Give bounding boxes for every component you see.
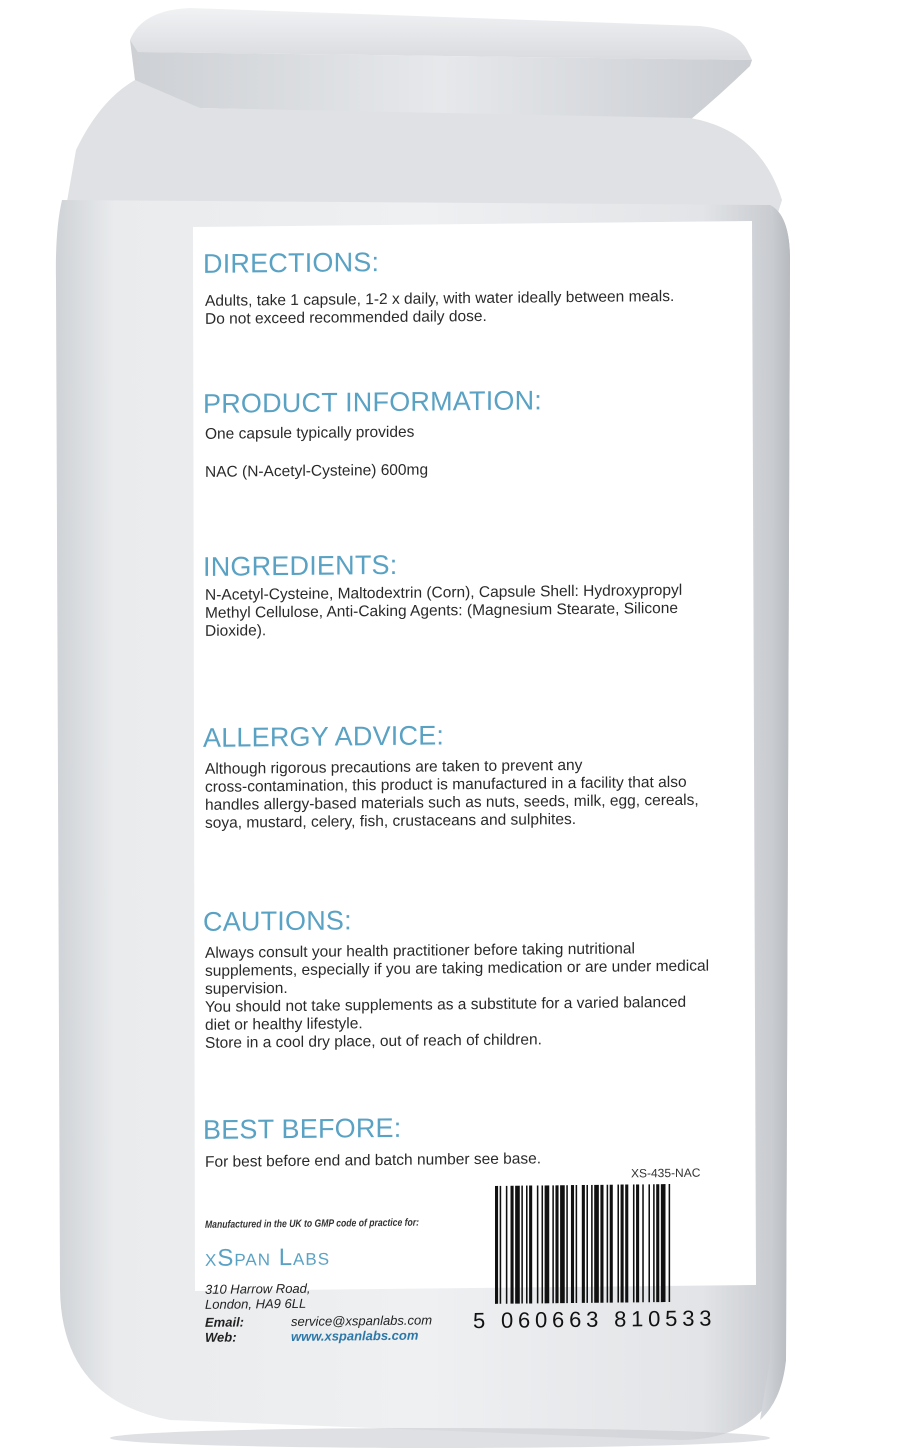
brand-logo: xSpan Labs <box>205 1243 331 1272</box>
product-information-line2: NAC (N-Acetyl-Cysteine) 600mg <box>205 461 429 481</box>
allergy-line: handles allergy-based materials such as nuts, seeds, milk, egg, cereals, <box>205 791 699 814</box>
best-before-text: For best before end and batch number see base. <box>205 1150 542 1171</box>
email-value: service@xspanlabs.com <box>291 1312 433 1329</box>
barcode-bar <box>633 1184 635 1302</box>
barcode-bar <box>511 1186 514 1304</box>
cautions-line: supervision. <box>205 980 288 998</box>
barcode-bar <box>537 1185 539 1303</box>
barcode-bar <box>545 1185 550 1303</box>
barcode-bar <box>506 1186 508 1304</box>
barcode-bar <box>617 1185 619 1303</box>
allergy-line: Although rigorous precautions are taken to prevent any <box>205 756 583 778</box>
cautions-line: You should not take supplements as a substitute for a varied balanced <box>205 993 687 1016</box>
email-label: Email: <box>205 1314 245 1330</box>
cautions-line: Store in a cool dry place, out of reach of children. <box>205 1031 542 1052</box>
web-label: Web: <box>205 1329 237 1345</box>
barcode-bar <box>495 1186 498 1304</box>
allergy-advice-heading: ALLERGY ADVICE: <box>203 720 445 753</box>
bottle-shadow <box>110 1428 770 1448</box>
best-before-heading: BEST BEFORE: <box>203 1112 402 1145</box>
barcode-bar <box>594 1185 599 1303</box>
cap-top <box>130 8 752 60</box>
allergy-line: cross-contamination, this product is manufactured in a facility that also <box>205 773 687 796</box>
barcode-bar <box>625 1184 628 1302</box>
ingredients-line: Dioxide). <box>205 622 267 640</box>
barcode-bar <box>571 1185 574 1303</box>
barcode-bar <box>648 1184 650 1302</box>
barcode-bar <box>500 1186 502 1304</box>
barcode-bar <box>529 1185 532 1303</box>
barcode-bar <box>526 1185 528 1303</box>
barcode-bar <box>560 1185 565 1303</box>
cautions-line: Always consult your health practitioner before taking nutritional <box>205 940 635 962</box>
web-value: www.xspanlabs.com <box>291 1327 419 1344</box>
barcode-bar <box>610 1185 613 1303</box>
barcode-bar <box>576 1185 578 1303</box>
barcode-bar <box>621 1184 624 1302</box>
barcode <box>473 1183 741 1336</box>
label-footer <box>193 947 753 1345</box>
directions-text <box>205 287 735 329</box>
address-line: 310 Harrow Road, <box>205 1280 311 1297</box>
product-code: XS-435-NAC <box>631 1165 701 1181</box>
ingredients-line: Methyl Cellulose, Anti-Caking Agents: (Magnesium Stearate, Silicone <box>205 599 678 622</box>
barcode-bar <box>521 1186 523 1304</box>
web-row <box>205 1328 418 1345</box>
barcode-bar <box>586 1185 588 1303</box>
directions-line: Do not exceed recommended daily dose. <box>205 307 487 328</box>
barcode-bar <box>669 1184 671 1302</box>
barcode-bar <box>642 1184 644 1302</box>
barcode-bar <box>566 1185 568 1303</box>
barcode-bar <box>552 1185 554 1303</box>
barcode-bars <box>473 1183 741 1306</box>
ingredients-heading: INGREDIENTS: <box>203 549 398 582</box>
manufacturer-note: Manufactured in the UK to GMP code of practice for: <box>205 1216 419 1231</box>
cautions-line: diet or healthy lifestyle. <box>205 1015 363 1034</box>
ingredients-text <box>205 581 735 641</box>
ingredients-line: N-Acetyl-Cysteine, Maltodextrin (Corn), Capsule Shell: Hydroxypropyl <box>205 581 683 604</box>
barcode-bar <box>636 1184 639 1302</box>
barcode-bar <box>542 1185 544 1303</box>
barcode-bar <box>653 1184 655 1302</box>
cautions-heading: CAUTIONS: <box>203 905 352 937</box>
barcode-bar <box>607 1185 609 1303</box>
barcode-bar <box>661 1184 666 1302</box>
back-label <box>193 221 753 1345</box>
barcode-bar <box>555 1185 558 1303</box>
product-information-line1: One capsule typically provides <box>205 423 415 443</box>
cautions-line: supplements, especially if you are taking medication or are under medical <box>205 957 710 980</box>
directions-line: Adults, take 1 capsule, 1-2 x daily, with water ideally between meals. <box>205 287 675 310</box>
manufacturer-address <box>205 1281 311 1312</box>
barcode-bar <box>591 1185 593 1303</box>
product-information-heading: PRODUCT INFORMATION: <box>203 385 542 419</box>
barcode-bar <box>582 1185 585 1303</box>
allergy-advice-text <box>205 755 735 833</box>
barcode-digits: 5 060663 810533 <box>473 1305 717 1334</box>
barcode-bar <box>656 1184 659 1302</box>
barcode-bar <box>515 1186 520 1304</box>
address-line: London, HA9 6LL <box>205 1295 307 1312</box>
allergy-line: soya, mustard, celery, fish, crustaceans and sulphites. <box>205 810 577 832</box>
directions-heading: DIRECTIONS: <box>203 247 380 279</box>
barcode-bar <box>600 1185 603 1303</box>
